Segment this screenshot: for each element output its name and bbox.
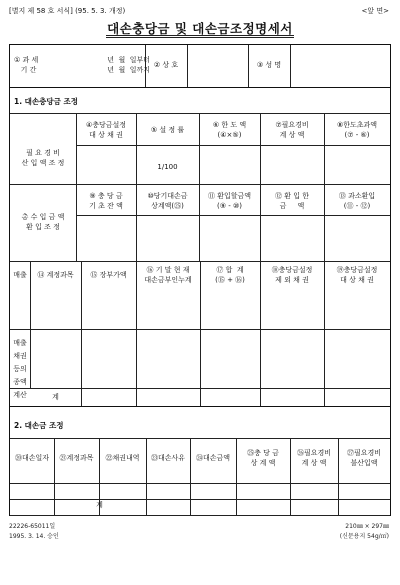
header-7: ⑦필요경비 계 상 액 — [275, 121, 309, 139]
form-number: [별지 제 58 호 서식] (95. 5. 3. 개정) — [9, 7, 126, 15]
rate-value: 1/100 — [157, 163, 178, 171]
detail-total-label: 계 — [52, 393, 59, 401]
header-4: ④충당금설정 대 상 채 권 — [85, 121, 127, 139]
period-value: 년 월 일부터 년 월 일까지 — [107, 56, 150, 74]
form-frame — [9, 44, 391, 516]
detail-header-16: ⑯ 기 말 현 재 대손금부인누계 — [144, 266, 192, 284]
detail-header-sales: 매출 — [13, 271, 27, 279]
detail-header-15: ⑮ 장부가액 — [90, 271, 127, 279]
header-9: ⑨ 충 당 금 기 초 잔 액 — [89, 192, 123, 210]
header-5: ⑤ 설 정 률 — [150, 126, 185, 134]
title-underline — [106, 35, 294, 36]
detail-header-14: ⑭ 계정과목 — [37, 271, 74, 279]
s2-header-21: ㉑계정과목 — [59, 454, 94, 462]
section1-heading: 1. 대손충당금 조정 — [14, 97, 79, 106]
s2-header-26: ㉖필요경비 계 상 액 — [296, 449, 332, 467]
detail-side-label: 매출 채권 등의 종액 계산 — [13, 339, 27, 399]
row-label-expense: 필 요 경 비 산 입 액 조 정 — [21, 149, 65, 167]
page-side-label: <앞 면> — [361, 7, 389, 15]
company-label: ② 상 호 — [153, 61, 179, 69]
s2-header-23: ㉓대손사유 — [150, 454, 186, 462]
s2-header-27: ㉗필요경비 불산입액 — [346, 449, 382, 467]
section2-heading: 2. 대손금 조정 — [14, 421, 64, 430]
footer-code: 22226-65011일 — [9, 523, 56, 530]
header-8: ⑧한도초과액 (⑦ - ⑥) — [336, 121, 378, 139]
header-12: ⑫ 환 입 한 금 액 — [275, 192, 309, 210]
s2-total-label: 계 — [96, 501, 103, 509]
document-title: 대손충당금 및 대손금조정명세서 — [107, 21, 293, 36]
name-label: ③ 성 명 — [256, 61, 282, 69]
title-underline-2 — [106, 37, 294, 38]
period-label: ① 과 세 기 간 — [14, 56, 39, 74]
detail-header-17: ⑰ 합 계 (⑮ + ⑯) — [215, 266, 245, 284]
s2-header-25: ㉕충 당 금 상 계 액 — [247, 449, 279, 467]
s2-header-20: ⑳대손일자 — [14, 454, 50, 462]
s2-header-24: ㉔대손금액 — [195, 454, 231, 462]
row-label-income: 총 수 입 금 액 환 입 조 정 — [21, 213, 65, 231]
header-11: ⑪ 환입할금액 (⑨ - ⑩) — [207, 192, 252, 210]
detail-header-19: ⑲충당금설정 대 상 채 권 — [336, 266, 378, 284]
detail-header-18: ⑱충당금설정 제 외 채 권 — [271, 266, 313, 284]
footer-size: 210㎜ × 297㎜ — [345, 523, 389, 530]
header-13: ⑬ 과소환입 (⑪ - ⑫) — [338, 192, 376, 210]
footer-date: 1995. 3. 14. 승인 — [9, 533, 59, 540]
footer-paper: (신문용지 54g/㎡) — [339, 533, 389, 540]
s2-header-22: ㉒채권내역 — [105, 454, 140, 462]
header-10: ⑩당기대손금 상계액(㉕) — [147, 192, 188, 210]
header-6: ⑥ 한 도 액 (④×⑤) — [212, 121, 247, 139]
